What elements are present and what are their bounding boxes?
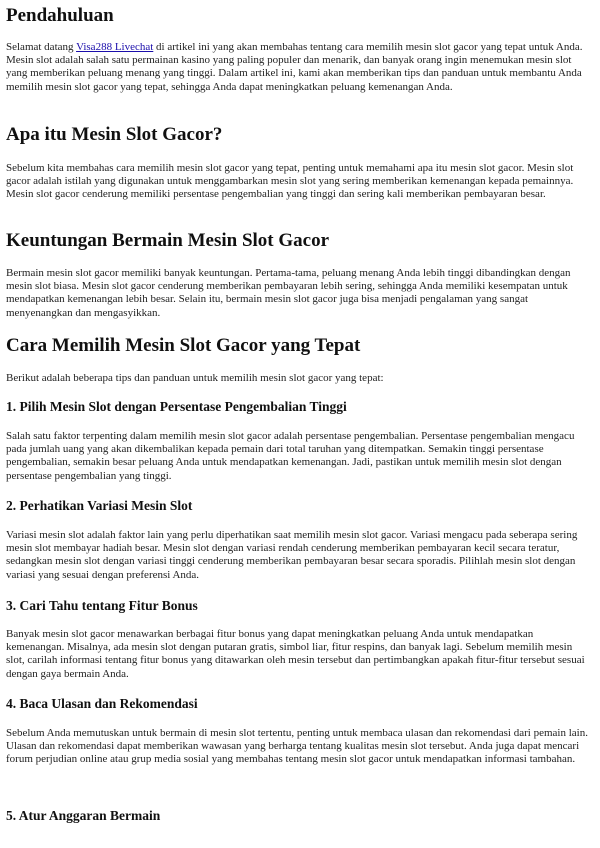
heading-how-to: Cara Memilih Mesin Slot Gacor yang Tepat xyxy=(6,335,361,356)
heading-tip-2: 2. Perhatikan Variasi Mesin Slot xyxy=(6,498,193,513)
visa288-livechat-link[interactable]: Visa288 Livechat xyxy=(76,41,154,53)
paragraph-tip-3: Banyak mesin slot gacor menawarkan berbagai fitur bonus yang dapat meningkatkan peluang Anda untuk mendapatkan kemenangan. Misalnya, ada mesin slot dengan putaran gratis, simbol liar, fitur respins, dan banyak lagi. Sebelum memilih mesin slot, carilah informasi tentang fitur bonus yang ditawarkan oleh mesin tersebut dan pertimbangkan apakah fitur-fitur tersebut sesuai dengan gaya bermain Anda. xyxy=(6,628,585,680)
intro-text-start: Selamat datang xyxy=(6,41,77,53)
heading-tip-5: 5. Atur Anggaran Bermain xyxy=(6,808,161,823)
heading-intro: Pendahuluan xyxy=(6,5,114,26)
heading-tip-4: 4. Baca Ulasan dan Rekomendasi xyxy=(6,696,198,711)
paragraph-tip-4: Sebelum Anda memutuskan untuk bermain di mesin slot tertentu, penting untuk membaca ulasan dan rekomendasi dari pemain lain. Ulasan dan rekomendasi dapat memberikan wawasan yang berharga tentang kualitas mesin slot tersebut. Anda juga dapat mencari forum perjudian online atau grup media sosial yang membahas tentang mesin slot gacor untuk mendapatkan informasi tambahan. xyxy=(6,727,588,766)
paragraph-what-is: Sebelum kita membahas cara memilih mesin slot gacor yang tepat, penting untuk memahami apa itu mesin slot gacor. Mesin slot gacor adalah istilah yang digunakan untuk menggambarkan mesin slot yang sering memberikan kemenangan kepada pemainnya. Mesin slot gacor cenderung memiliki persentase pengembalian yang tinggi dan sering kali memberikan pembayaran besar. xyxy=(6,162,574,201)
heading-tip-3: 3. Cari Tahu tentang Fitur Bonus xyxy=(6,598,198,613)
paragraph-tip-2: Variasi mesin slot adalah faktor lain yang perlu diperhatikan saat memilih mesin slot gacor. Variasi mengacu pada seberapa sering mesin slot membayar hadiah besar. Mesin slot dengan variasi rendah cenderung memberikan pembayaran kecil secara teratur, sedangkan mesin slot dengan variasi tinggi cenderung memberikan pembayaran besar secara sporadis. Pilihlah mesin slot dengan variasi yang sesuai dengan preferensi Anda. xyxy=(6,529,578,581)
paragraph-intro xyxy=(6,41,592,94)
paragraph-benefits: Bermain mesin slot gacor memiliki banyak keuntungan. Pertama-tama, peluang menang Anda lebih tinggi dibandingkan dengan mesin slot biasa. Mesin slot gacor cenderung memberikan pembayaran lebih sering, sehingga Anda memiliki kesempatan untuk mendapatkan kemenangan lebih besar. Selain itu, bermain mesin slot gacor juga bisa menjadi pengalaman yang sangat menyenangkan dan mengasyikkan. xyxy=(6,267,571,319)
heading-benefits: Keuntungan Bermain Mesin Slot Gacor xyxy=(6,230,330,251)
heading-what-is: Apa itu Mesin Slot Gacor? xyxy=(6,124,223,145)
paragraph-tip-1: Salah satu faktor terpenting dalam memilih mesin slot gacor adalah persentase pengembalian. Persentase pengembalian mengacu pada jumlah uang yang akan dikembalikan kepada pemain dari total taruhan yang ditempatkan. Semakin tinggi persentase pengembalian, semakin besar peluang Anda untuk mendapatkan kemenangan. Jadi, pastikan untuk memilih mesin slot dengan persentase pengembalian yang tinggi. xyxy=(6,430,575,482)
paragraph-how-to: Berikut adalah beberapa tips dan panduan untuk memilih mesin slot gacor yang tepat: xyxy=(6,372,384,384)
heading-tip-1: 1. Pilih Mesin Slot dengan Persentase Pengembalian Tinggi xyxy=(6,399,347,414)
intro-text-end: di artikel ini yang akan membahas tentang cara memilih mesin slot gacor yang tepat untuk Anda. Mesin slot adalah salah satu permainan kasino yang paling populer dan menarik, dan banyak orang ingin menemukan mesin slot yang memberikan peluang menang yang tinggi. Dalam artikel ini, kami akan memberikan tips dan panduan untuk membantu Anda memilih mesin slot gacor yang tepat, sehingga Anda dapat meningkatkan peluang kemenangan Anda. xyxy=(6,41,583,93)
